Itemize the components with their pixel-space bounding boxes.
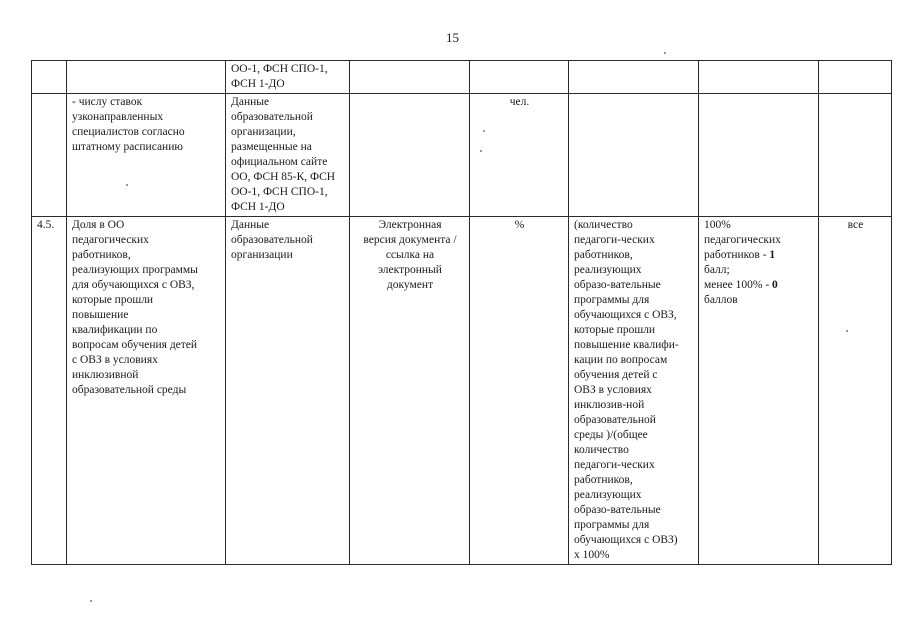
cell-indicator: [67, 61, 226, 94]
cell-formula: [569, 61, 699, 94]
cell-text: специалистов согласно: [72, 126, 185, 138]
cell-text: для обучающихся с ОВЗ,: [72, 279, 195, 291]
cell-text: образовательной: [231, 234, 313, 246]
cell-text: чел.: [509, 96, 530, 108]
table-row-4-5: [32, 217, 892, 565]
cell-text: (количество: [574, 219, 633, 231]
scan-speck: [126, 184, 128, 186]
cell-indicator: [67, 94, 226, 217]
table-row-continuation: [32, 61, 892, 94]
cell-text: педагогических: [72, 234, 149, 246]
cell-text: квалификации по: [72, 324, 158, 336]
scan-speck: [846, 330, 848, 332]
cell-text: работников,: [574, 249, 633, 261]
cell-text: Электронная: [378, 219, 442, 231]
cell-number: [32, 61, 67, 94]
cell-form: [350, 61, 470, 94]
scan-speck: [480, 150, 482, 152]
cell-text: вопросам обучения детей: [72, 339, 198, 351]
cell-text: официальном сайте: [231, 156, 328, 168]
cell-form: [350, 94, 470, 217]
cell-unit: [470, 217, 569, 565]
table-row-specialists: [32, 94, 892, 217]
cell-number: [32, 217, 67, 565]
cell-text: программы для: [574, 519, 650, 531]
cell-formula: [569, 217, 699, 565]
scan-speck: [483, 130, 485, 132]
cell-text: педагогических: [704, 234, 781, 246]
cell-source: [226, 94, 350, 217]
cell-text: размещенные на: [231, 141, 312, 153]
cell-text: инклюзивной: [72, 369, 139, 381]
cell-text: педагоги-ческих: [574, 234, 655, 246]
cell-text: ОО-1, ФСН СПО-1,: [231, 63, 328, 75]
score-label: менее 100% -: [704, 279, 773, 291]
score-value: 1: [769, 249, 776, 261]
cell-text: Данные: [231, 219, 270, 231]
cell-text: ФСН 1-ДО: [231, 78, 285, 90]
cell-text: электронный: [378, 264, 442, 276]
cell-unit: [470, 94, 569, 217]
cell-score: [699, 217, 819, 565]
cell-text: ОВЗ в условиях: [574, 384, 652, 396]
cell-text: реализующих: [574, 264, 642, 276]
cell-text: программы для: [574, 294, 650, 306]
cell-text: все: [847, 219, 864, 231]
cell-text: образовательной среды: [72, 384, 187, 396]
cell-text: инклюзив-ной: [574, 399, 645, 411]
cell-text: образовательной: [231, 111, 313, 123]
cell-text: количество: [574, 444, 629, 456]
cell-text: обучающихся с ОВЗ,: [574, 309, 677, 321]
cell-text: штатному расписанию: [72, 141, 183, 153]
cell-text: повышение квалифи-: [574, 339, 679, 351]
cell-scope: [819, 217, 892, 565]
cell-text: 4.5.: [37, 219, 55, 231]
score-label: работников -: [704, 249, 770, 261]
cell-text: Доля в ОО: [72, 219, 125, 231]
cell-number: [32, 94, 67, 217]
cell-unit: [470, 61, 569, 94]
cell-text: которые прошли: [72, 294, 154, 306]
cell-text: обучающихся с ОВЗ): [574, 534, 678, 546]
scan-speck: [90, 600, 92, 602]
cell-text: балл;: [704, 264, 730, 276]
cell-text: которые прошли: [574, 324, 656, 336]
cell-text: версия документа /: [363, 234, 457, 246]
score-value: 0: [772, 279, 778, 291]
cell-text: повышение: [72, 309, 129, 321]
criteria-table: [31, 60, 892, 565]
cell-text: узконаправленных: [72, 111, 164, 123]
cell-text: ФСН 1-ДО: [231, 201, 285, 213]
cell-text: с ОВЗ в условиях: [72, 354, 158, 366]
cell-text: - числу ставок: [72, 96, 143, 108]
cell-text: Данные: [231, 96, 270, 108]
cell-text: баллов: [704, 294, 738, 306]
cell-text: х 100%: [574, 549, 610, 561]
cell-text: ОО-1, ФСН СПО-1,: [231, 186, 328, 198]
cell-source: [226, 61, 350, 94]
cell-source: [226, 217, 350, 565]
cell-text: [704, 278, 814, 293]
cell-form: [350, 217, 470, 565]
cell-text: организации: [231, 249, 293, 261]
cell-formula: [569, 94, 699, 217]
cell-text: организации,: [231, 126, 296, 138]
cell-text: %: [514, 219, 525, 231]
cell-text: ссылка на: [385, 249, 435, 261]
cell-text: педагоги-ческих: [574, 459, 655, 471]
cell-text: [704, 248, 814, 263]
cell-text: обучения детей с: [574, 369, 658, 381]
cell-text: образовательной: [574, 414, 656, 426]
page-number: 15: [446, 30, 459, 45]
cell-text: среды )/(общее: [574, 429, 648, 441]
cell-text: ОО, ФСН 85-К, ФСН: [231, 171, 336, 183]
scan-speck: [664, 52, 666, 54]
cell-scope: [819, 61, 892, 94]
cell-text: кации по вопросам: [574, 354, 668, 366]
cell-text: документ: [386, 279, 434, 291]
cell-text: 100%: [704, 219, 731, 231]
cell-text: образо-вательные: [574, 504, 661, 516]
cell-text: работников,: [72, 249, 131, 261]
cell-score: [699, 94, 819, 217]
cell-text: работников,: [574, 474, 633, 486]
cell-indicator: [67, 217, 226, 565]
cell-text: реализующих: [574, 489, 642, 501]
cell-text: реализующих программы: [72, 264, 198, 276]
cell-score: [699, 61, 819, 94]
cell-text: образо-вательные: [574, 279, 661, 291]
cell-scope: [819, 94, 892, 217]
